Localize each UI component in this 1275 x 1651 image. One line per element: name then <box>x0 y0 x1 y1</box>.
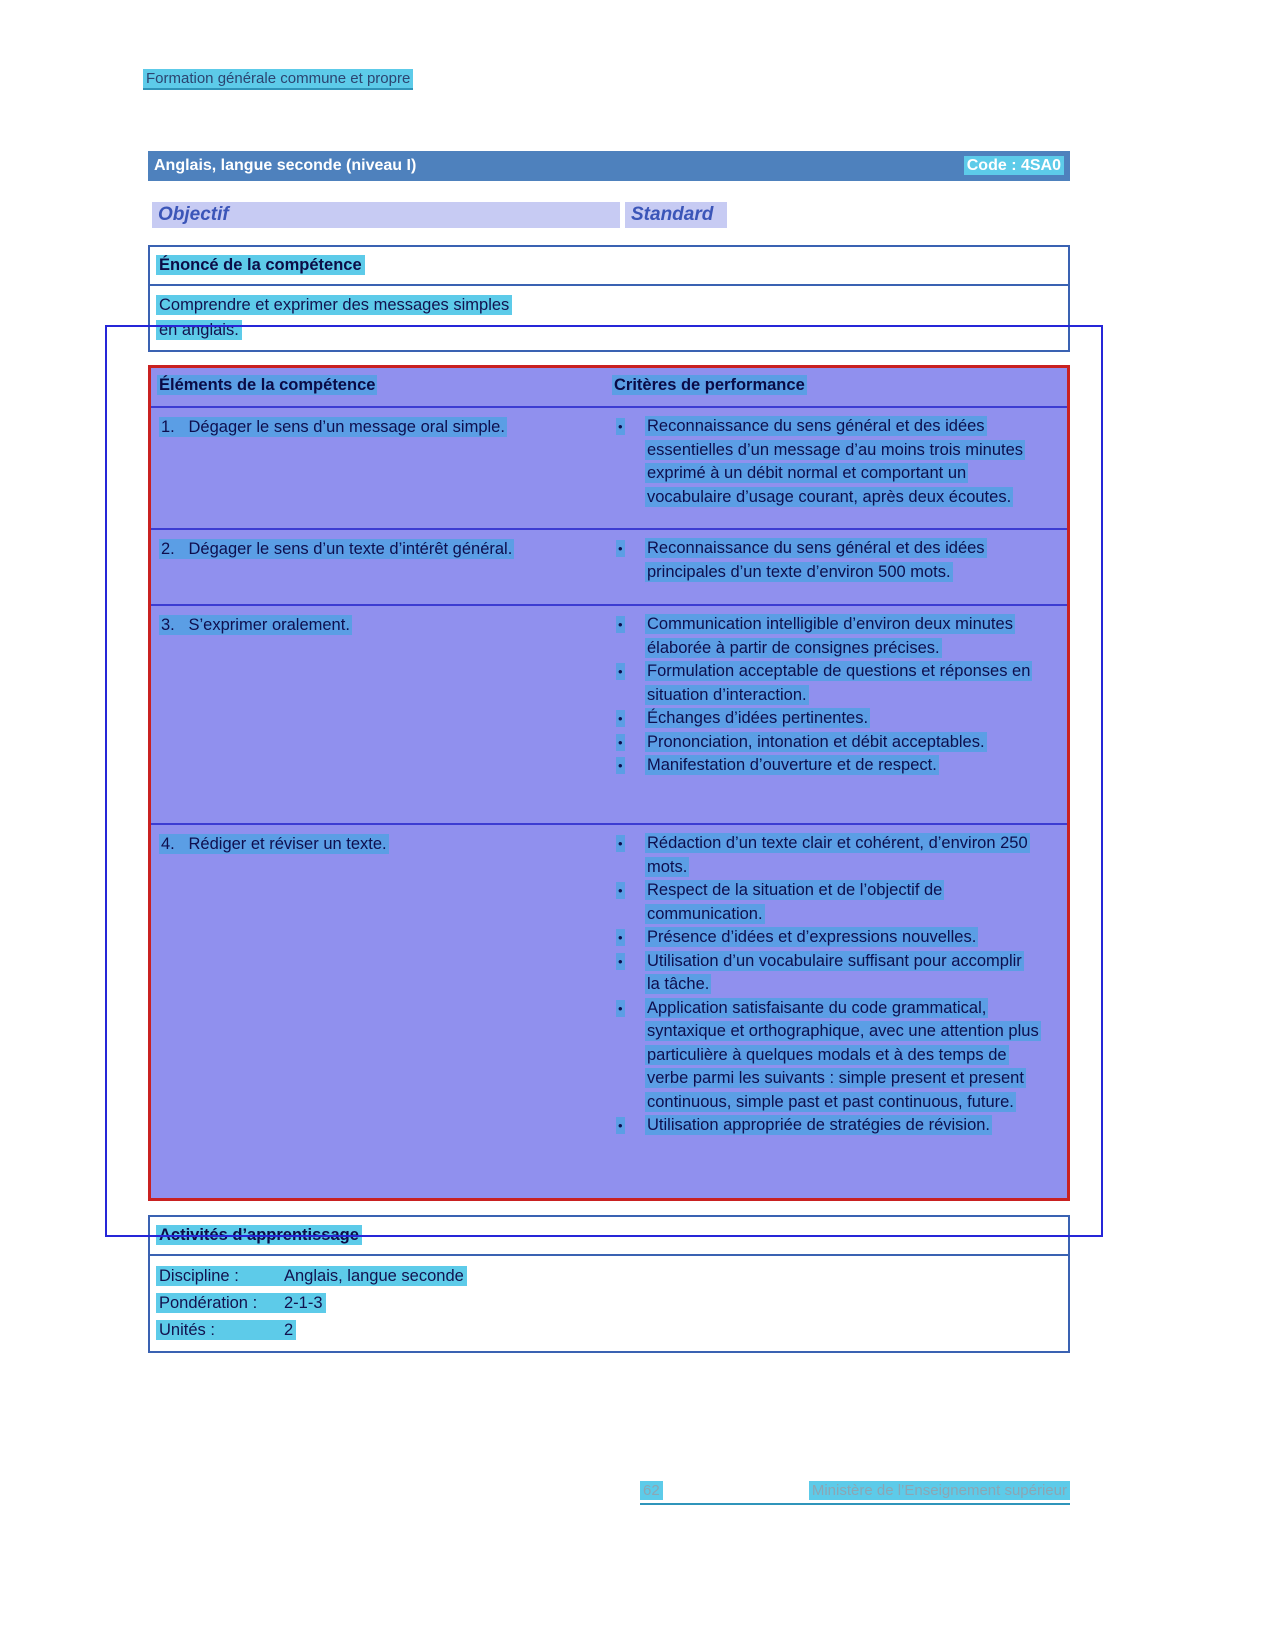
activites-line-unites <box>156 1317 1062 1344</box>
criterion-item <box>609 832 1063 879</box>
bullet-icon: • <box>618 541 623 556</box>
element-cell: 2. Dégager le sens d’un texte d’intérêt général. <box>161 540 513 558</box>
bullet-icon: • <box>618 758 623 773</box>
unites-value: 2 <box>284 1321 294 1339</box>
bullet-icon: • <box>618 734 623 750</box>
criterion-text: Manifestation d’ouverture et de respect. <box>647 756 937 774</box>
criteria-cell <box>609 408 1067 528</box>
table-row <box>151 408 1067 530</box>
bullet-icon: • <box>618 836 623 851</box>
page-number: 62 <box>640 1481 663 1500</box>
criterion-item <box>609 1114 1063 1138</box>
bullet-icon: • <box>618 711 623 726</box>
criterion-text: Respect de la situation et de l’objectif de communication. <box>647 881 943 923</box>
course-code: Code : 4SA0 <box>964 157 1064 175</box>
criterion-item <box>609 879 1063 926</box>
ponderation-value: 2-1-3 <box>284 1294 323 1312</box>
ministry-name: Ministère de l’Enseignement supérieur <box>809 1481 1070 1500</box>
criterion-item <box>609 707 1063 731</box>
criterion-text: Reconnaissance du sens général et des idées principales d’un texte d’environ 500 mots. <box>647 539 985 581</box>
bullet-icon: • <box>618 664 623 679</box>
criteria-cell <box>609 606 1067 823</box>
criterion-text: Présence d’idées et d’expressions nouvelles. <box>647 928 977 946</box>
section-headings <box>148 202 1070 230</box>
enonce-line: en anglais. <box>156 318 1062 343</box>
criterion-text: Utilisation d’un vocabulaire suffisant pour accomplir la tâche. <box>647 951 1022 993</box>
bullet-icon: • <box>618 930 623 945</box>
unites-label: Unités : <box>159 1321 215 1339</box>
criterion-text: Échanges d’idées pertinentes. <box>647 709 869 727</box>
table-header-row <box>151 368 1067 408</box>
bullet-icon: • <box>618 419 623 434</box>
competence-table <box>148 365 1070 1201</box>
criterion-item <box>609 731 1063 755</box>
discipline-value: Anglais, langue seconde <box>284 1267 464 1285</box>
table-row <box>151 530 1067 606</box>
course-title: Anglais, langue seconde (niveau I) <box>154 157 417 174</box>
criteria-cell <box>609 530 1067 604</box>
bullet-icon: • <box>618 953 623 969</box>
enonce-line: Comprendre et exprimer des messages simples <box>156 293 1062 318</box>
criterion-text: Formulation acceptable de questions et réponses en situation d’interaction. <box>647 662 1031 704</box>
activites-box <box>148 1215 1070 1353</box>
course-title-bar <box>148 151 1070 181</box>
bullet-icon: • <box>618 617 623 632</box>
activites-body <box>150 1256 1068 1351</box>
criterion-text: Prononciation, intonation et débit acceptables. <box>647 732 985 751</box>
enonce-body <box>150 286 1068 350</box>
activites-line-ponderation <box>156 1290 1062 1317</box>
table-row <box>151 606 1067 825</box>
criterion-item <box>609 660 1063 707</box>
criterion-item <box>609 997 1063 1115</box>
criterion-item <box>609 950 1063 997</box>
objectif-heading: Objectif <box>152 202 620 228</box>
table-row <box>151 825 1067 1199</box>
criterion-text: Utilisation appropriée de stratégies de révision. <box>647 1116 991 1134</box>
criterion-item <box>609 537 1063 584</box>
discipline-label: Discipline : <box>159 1267 239 1285</box>
standard-heading: Standard <box>625 202 727 228</box>
element-cell: 1. Dégager le sens d’un message oral simple. <box>161 418 505 436</box>
bullet-icon: • <box>618 883 623 898</box>
running-head-text: Formation générale commune et propre <box>143 69 413 90</box>
criterion-item <box>609 613 1063 660</box>
running-head <box>143 70 413 87</box>
page-footer <box>640 1481 1070 1505</box>
bullet-icon: • <box>618 1118 623 1133</box>
criterion-text: Application satisfaisante du code grammatical, syntaxique et orthographique, avec une attention plus particulière à quelques modals et à des temps de verbe parmi les suivants : simple present et present continuous, simple past et past continuous, future. <box>647 998 1039 1111</box>
activites-title: Activités d’apprentissage <box>150 1217 1068 1256</box>
ponderation-label: Pondération : <box>159 1294 258 1312</box>
bullet-icon: • <box>618 1000 623 1016</box>
enonce-title: Énoncé de la compétence <box>150 247 1068 286</box>
criterion-text: Rédaction d’un texte clair et cohérent, d’environ 250 mots. <box>647 834 1028 876</box>
criteria-cell <box>609 825 1067 1199</box>
criterion-text: Communication intelligible d’environ deux minutes élaborée à partir de consignes précises. <box>647 615 1013 657</box>
col-header-elements: Éléments de la compétence <box>159 376 376 394</box>
enonce-box <box>148 245 1070 352</box>
criterion-text: Reconnaissance du sens général et des idées essentielles d’un message d’au moins trois minutes exprimé à un débit normal et comportant un vocabulaire d’usage courant, après deux écoutes. <box>647 417 1024 506</box>
criterion-item <box>609 926 1063 950</box>
col-header-criteres: Critères de performance <box>614 376 805 394</box>
element-cell: 3. S’exprimer oralement. <box>161 616 350 634</box>
criterion-item <box>609 754 1063 778</box>
element-cell: 4. Rédiger et réviser un texte. <box>161 835 387 853</box>
activites-line-discipline <box>156 1263 1062 1290</box>
criterion-item <box>609 415 1063 509</box>
